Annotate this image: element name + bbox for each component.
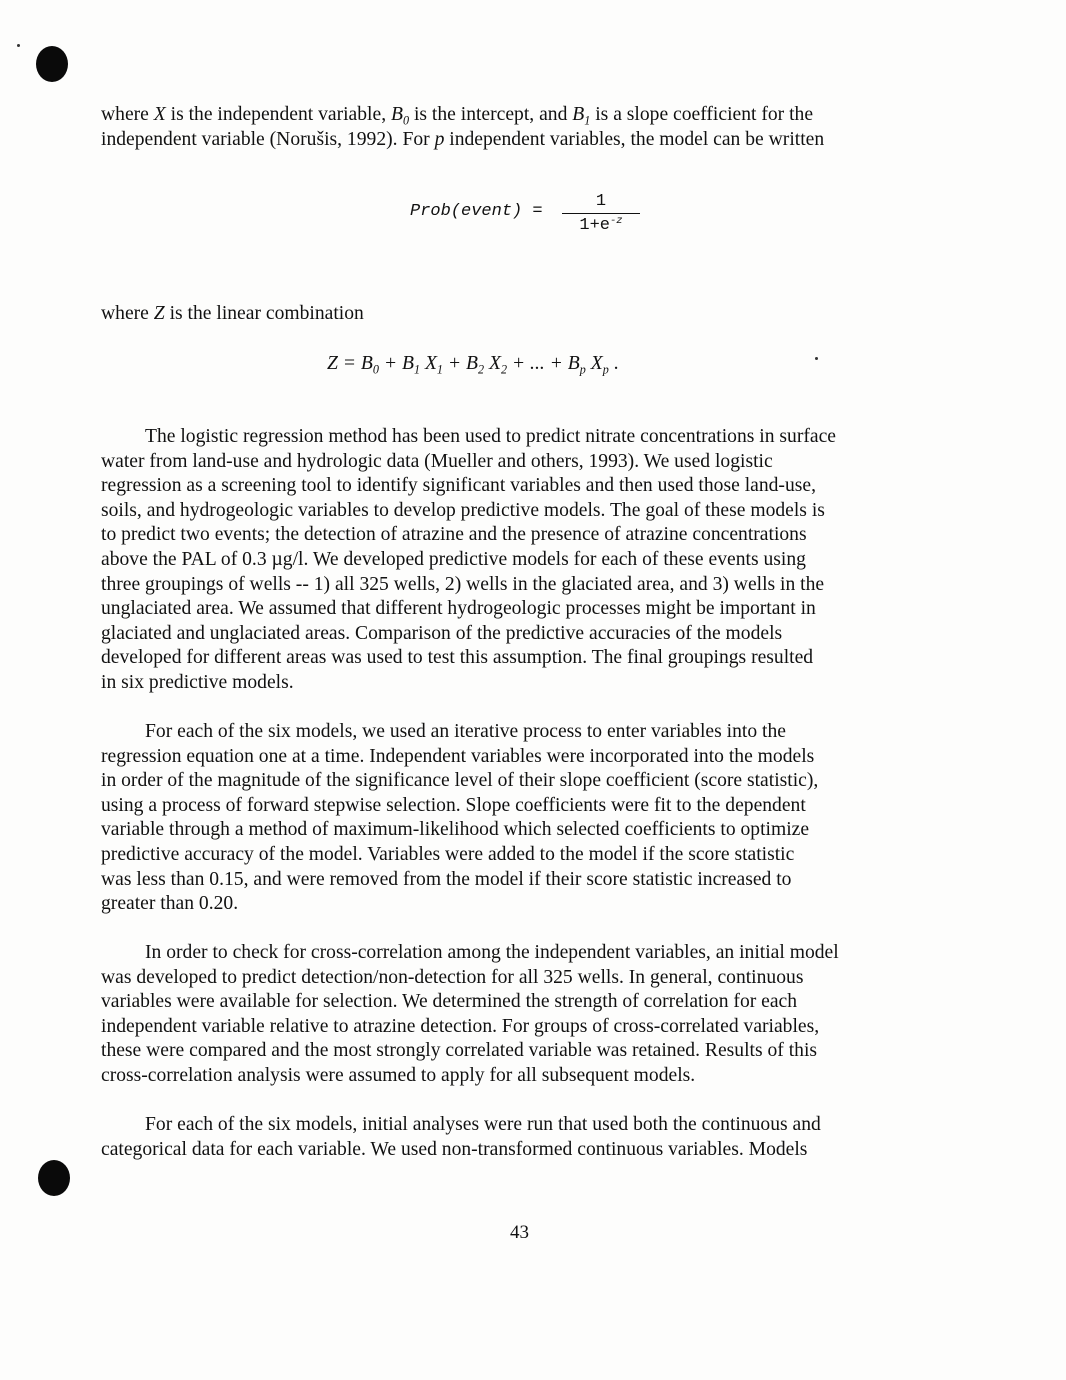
linear-combination-equation bbox=[327, 353, 619, 375]
fraction bbox=[562, 192, 640, 236]
text-run: where bbox=[101, 104, 154, 125]
eq-term: X bbox=[585, 353, 603, 374]
text-run: independent variables, the model can be written bbox=[444, 128, 825, 150]
fraction-denominator bbox=[562, 216, 640, 236]
text-line: was developed to predict detection/non-detection for all 325 wells. In general, continuous bbox=[101, 966, 804, 988]
text-line: glaciated and unglaciated areas. Comparison of the predictive accuracies of the models bbox=[101, 622, 783, 644]
eq-subscript: 1 bbox=[436, 362, 443, 377]
text-run: is a slope coefficient for the bbox=[590, 104, 814, 125]
scan-speck bbox=[815, 357, 818, 360]
text-line: regression equation one at a time. Independent variables were incorporated into the models bbox=[101, 745, 815, 767]
where-z-line bbox=[101, 302, 961, 327]
eq-subscript: 2 bbox=[500, 362, 508, 377]
text-line: was less than 0.15, and were removed from the model if their score statistic increased to bbox=[101, 868, 792, 890]
scan-speck bbox=[17, 44, 20, 47]
iterative-process-paragraph bbox=[101, 720, 961, 917]
text-line: For each of the six models, we used an iterative process to enter variables into the bbox=[145, 721, 786, 742]
variable-b0: B bbox=[391, 104, 403, 125]
text-line: above the PAL of 0.3 µg/l. We developed predictive models for each of these events using bbox=[101, 548, 806, 570]
variable-b1: B bbox=[572, 104, 585, 125]
text-line: variable through a method of maximum-likelihood which selected coefficients to optimize bbox=[101, 819, 810, 841]
denominator-base: 1+e bbox=[579, 216, 610, 235]
logistic-regression-paragraph bbox=[101, 425, 961, 696]
page-number: 43 bbox=[510, 1222, 529, 1243]
text-line: The logistic regression method has been used to predict nitrate concentrations in surface bbox=[145, 426, 836, 447]
subscript: 0 bbox=[402, 113, 410, 128]
text-line: unglaciated area. We assumed that different hydrogeologic processes might be important in bbox=[101, 598, 816, 620]
variable-x: X bbox=[153, 104, 166, 125]
text-line: For each of the six models, initial analyses were run that used both the continuous and bbox=[145, 1114, 821, 1135]
text-line: three groupings of wells -- 1) all 325 wells, 2) wells in the glaciated area, and 3) wells in the bbox=[101, 573, 825, 595]
text-line: these were compared and the most strongly correlated variable was retained. Results of this bbox=[101, 1040, 818, 1062]
eq-subscript: 1 bbox=[413, 362, 421, 377]
text-run: independent variable (Norušis, 1992). For bbox=[101, 128, 435, 150]
text-run: is the linear combination bbox=[164, 303, 364, 324]
text-line: regression as a screening tool to identify significant variables and then used those land-use, bbox=[101, 475, 816, 497]
text-line: greater than 0.20. bbox=[101, 893, 239, 915]
eq-term: Z = B bbox=[327, 353, 373, 374]
fraction-bar bbox=[562, 213, 640, 214]
text-line: developed for different areas was used to test this assumption. The final groupings resulted bbox=[101, 647, 814, 669]
text-line: using a process of forward stepwise selection. Slope coefficients were fit to the dependent bbox=[101, 794, 806, 816]
intro-line-2 bbox=[101, 128, 961, 153]
variable-z: Z bbox=[153, 303, 165, 324]
eq-subscript: 0 bbox=[372, 362, 379, 377]
text-line: predictive accuracy of the model. Variables were added to the model if the score statistic bbox=[101, 843, 795, 865]
intro-line-1 bbox=[101, 103, 961, 128]
text-run: is the independent variable, bbox=[165, 104, 391, 125]
equation-lhs: Prob(event) = bbox=[410, 202, 543, 221]
text-line: in order of the magnitude of the significance level of their slope coefficient (score statistic), bbox=[101, 770, 819, 792]
eq-subscript: p bbox=[579, 362, 586, 377]
eq-term: + ... + B bbox=[507, 353, 580, 374]
text-line: water from land-use and hydrologic data (Mueller and others, 1993). We used logistic bbox=[101, 450, 773, 472]
punch-hole-bottom bbox=[38, 1160, 70, 1196]
eq-term: X bbox=[420, 353, 437, 374]
eq-term: + B bbox=[378, 353, 414, 374]
eq-term: X bbox=[484, 353, 501, 374]
eq-term: + B bbox=[443, 353, 478, 374]
variable-p: p bbox=[434, 128, 445, 150]
text-run: is the intercept, and bbox=[409, 104, 573, 125]
text-line: variables were available for selection. We determined the strength of correlation for each bbox=[101, 991, 798, 1013]
subscript: 1 bbox=[584, 113, 591, 128]
exponent: -z bbox=[609, 215, 623, 228]
text-line: to predict two events; the detection of atrazine and the presence of atrazine concentrations bbox=[101, 524, 807, 546]
cross-correlation-paragraph bbox=[101, 941, 961, 1089]
eq-subscript: p bbox=[602, 362, 609, 377]
eq-subscript: 2 bbox=[478, 362, 485, 377]
punch-hole-top bbox=[36, 46, 68, 82]
text-line: independent variable relative to atrazine detection. For groups of cross-correlated variables, bbox=[101, 1015, 820, 1037]
text-line: categorical data for each variable. We used non-transformed continuous variables. Models bbox=[101, 1138, 808, 1160]
text-line: cross-correlation analysis were assumed to apply for all subsequent models. bbox=[101, 1064, 696, 1086]
text-run: where bbox=[101, 303, 154, 324]
text-line: In order to check for cross-correlation among the independent variables, an initial model bbox=[145, 942, 839, 963]
initial-analyses-paragraph bbox=[101, 1113, 961, 1162]
fraction-numerator: 1 bbox=[595, 192, 607, 211]
text-line: in six predictive models. bbox=[101, 671, 294, 693]
eq-term: . bbox=[608, 353, 619, 374]
intro-paragraph bbox=[101, 103, 961, 152]
text-line: soils, and hydrogeologic variables to develop predictive models. The goal of these models is bbox=[101, 499, 825, 521]
